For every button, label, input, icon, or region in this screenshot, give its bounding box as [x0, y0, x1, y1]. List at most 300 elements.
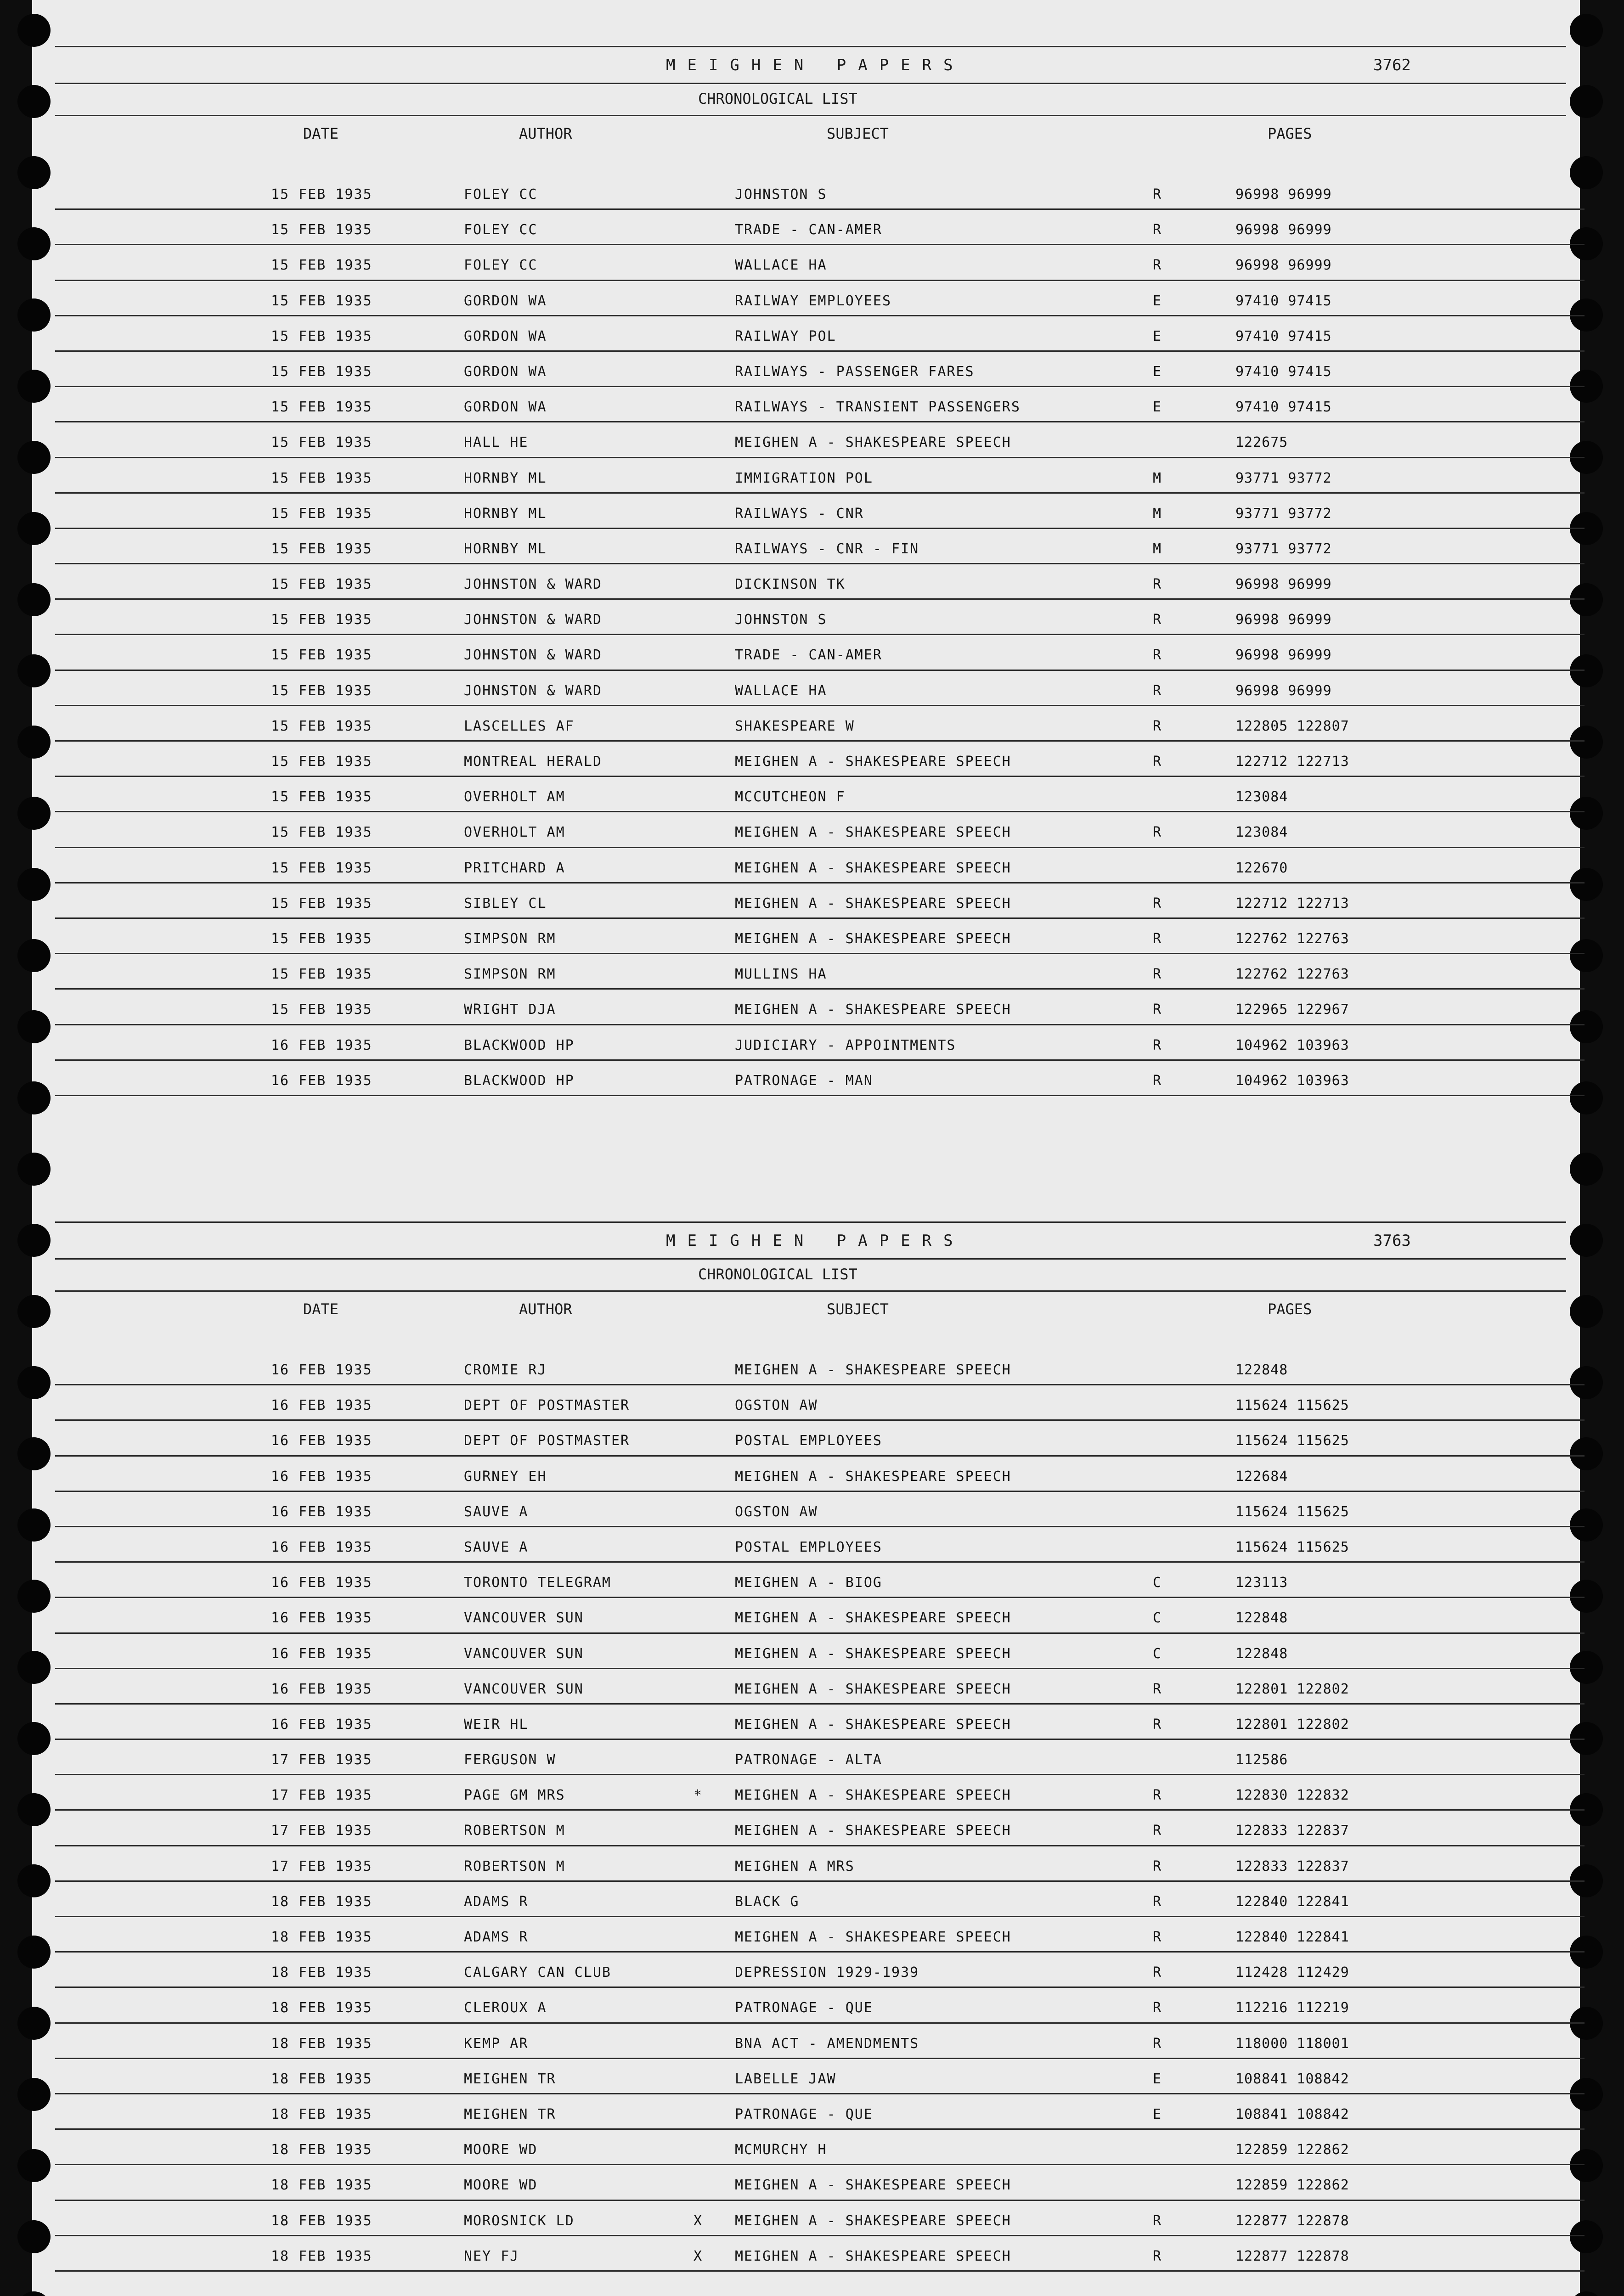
row-pages: 112428 112429 — [1235, 1964, 1349, 1981]
row-date: 16 FEB 1935 — [271, 1575, 372, 1591]
left-feed-hole — [17, 1722, 51, 1755]
row-pages: 97410 97415 — [1235, 293, 1332, 309]
left-feed-hole — [17, 1295, 51, 1328]
row-author: JOHNSTON & WARD — [464, 682, 602, 699]
row-pages: 122833 122837 — [1235, 1823, 1349, 1839]
row-author: HORNBY ML — [464, 470, 547, 486]
row-code: R — [1153, 1072, 1162, 1089]
left-feed-hole — [17, 1081, 51, 1114]
table-row — [55, 1775, 1585, 1811]
row-date: 17 FEB 1935 — [271, 1787, 372, 1804]
row-author: JOHNSTON & WARD — [464, 612, 602, 628]
row-subject: MEIGHEN A - SHAKESPEARE SPEECH — [735, 1002, 1011, 1018]
row-date: 15 FEB 1935 — [271, 895, 372, 912]
row-code: R — [1153, 186, 1162, 203]
left-feed-hole — [17, 14, 51, 47]
row-code: R — [1153, 966, 1162, 983]
table-row — [55, 2059, 1585, 2094]
row-pages: 96998 96999 — [1235, 576, 1332, 593]
row-pages: 122762 122763 — [1235, 966, 1349, 983]
row-code: C — [1153, 1575, 1162, 1591]
listing-section-2 — [55, 1221, 1585, 2272]
row-subject: MEIGHEN A - SHAKESPEARE SPEECH — [735, 1929, 1011, 1945]
left-feed-hole — [17, 939, 51, 972]
row-date: 15 FEB 1935 — [271, 434, 372, 451]
row-code: R — [1153, 754, 1162, 770]
column-header-date: DATE — [303, 1300, 339, 1318]
row-date: 15 FEB 1935 — [271, 754, 372, 770]
row-subject: BNA ACT - AMENDMENTS — [735, 2035, 919, 2052]
column-header-pages: PAGES — [1268, 125, 1312, 142]
row-date: 15 FEB 1935 — [271, 682, 372, 699]
row-subject: MEIGHEN A - SHAKESPEARE SPEECH — [735, 1610, 1011, 1626]
row-date: 18 FEB 1935 — [271, 2071, 372, 2087]
table-row — [55, 919, 1585, 954]
subtitle-rule — [55, 115, 1566, 116]
row-author: GORDON WA — [464, 293, 547, 309]
row-author: JOHNSTON & WARD — [464, 576, 602, 593]
row-author: MOORE WD — [464, 2142, 538, 2158]
row-code: R — [1153, 824, 1162, 841]
row-pages: 122859 122862 — [1235, 2177, 1349, 2194]
table-row — [55, 316, 1585, 352]
row-date: 15 FEB 1935 — [271, 363, 372, 380]
row-date: 16 FEB 1935 — [271, 1539, 372, 1555]
row-date: 16 FEB 1935 — [271, 1037, 372, 1053]
row-pages: 115624 115625 — [1235, 1539, 1349, 1555]
table-row — [55, 2094, 1585, 2130]
table-row — [55, 1457, 1585, 1492]
table-row — [55, 812, 1585, 848]
row-author: MONTREAL HERALD — [464, 754, 602, 770]
row-pages: 96998 96999 — [1235, 682, 1332, 699]
row-subject: MEIGHEN A - SHAKESPEARE SPEECH — [735, 2212, 1011, 2229]
row-author: FERGUSON W — [464, 1752, 556, 1768]
row-pages: 93771 93772 — [1235, 540, 1332, 557]
row-subject: DICKINSON TK — [735, 576, 846, 593]
row-date: 17 FEB 1935 — [271, 1858, 372, 1874]
row-code: E — [1153, 363, 1162, 380]
left-feed-hole — [17, 2149, 51, 2182]
row-author: DEPT OF POSTMASTER — [464, 1397, 630, 1414]
row-author: MEIGHEN TR — [464, 2106, 556, 2122]
row-code: E — [1153, 328, 1162, 344]
row-date: 15 FEB 1935 — [271, 540, 372, 557]
row-code: R — [1153, 576, 1162, 593]
row-code: R — [1153, 612, 1162, 628]
row-subject: MEIGHEN A - SHAKESPEARE SPEECH — [735, 434, 1011, 451]
row-pages: 122830 122832 — [1235, 1787, 1349, 1804]
row-subject: BLACK G — [735, 1893, 800, 1910]
table-row — [55, 564, 1585, 600]
row-date: 16 FEB 1935 — [271, 1681, 372, 1697]
title-rule — [55, 1258, 1566, 1260]
row-date: 16 FEB 1935 — [271, 1610, 372, 1626]
row-code: E — [1153, 293, 1162, 309]
table-row — [55, 494, 1585, 529]
row-author: VANCOUVER SUN — [464, 1681, 584, 1697]
table-row — [55, 1705, 1585, 1740]
row-subject: WALLACE HA — [735, 257, 827, 274]
row-author: HORNBY ML — [464, 540, 547, 557]
left-feed-hole — [17, 1437, 51, 1470]
row-author: TORONTO TELEGRAM — [464, 1575, 611, 1591]
left-feed-hole — [17, 512, 51, 545]
right-feed-hole — [1570, 1153, 1603, 1186]
row-code: R — [1153, 2212, 1162, 2229]
table-row — [55, 777, 1585, 812]
left-feed-hole — [17, 2220, 51, 2253]
row-pages: 118000 118001 — [1235, 2035, 1349, 2052]
table-row — [55, 1811, 1585, 1846]
row-pages: 96998 96999 — [1235, 222, 1332, 238]
row-pages: 97410 97415 — [1235, 328, 1332, 344]
row-author: SAUVE A — [464, 1539, 529, 1555]
row-pages: 123113 — [1235, 1575, 1288, 1591]
left-feed-hole — [17, 1651, 51, 1684]
table-row — [55, 387, 1585, 422]
row-pages: 122848 — [1235, 1610, 1288, 1626]
row-mark: * — [694, 1787, 702, 1804]
table-row — [55, 671, 1585, 706]
row-pages: 97410 97415 — [1235, 399, 1332, 416]
row-pages: 96998 96999 — [1235, 647, 1332, 664]
table-row — [55, 1350, 1585, 1385]
table-row — [55, 848, 1585, 884]
row-date: 16 FEB 1935 — [271, 1397, 372, 1414]
row-date: 15 FEB 1935 — [271, 293, 372, 309]
row-subject: MEIGHEN A - SHAKESPEARE SPEECH — [735, 1823, 1011, 1839]
row-date: 15 FEB 1935 — [271, 930, 372, 947]
row-date: 16 FEB 1935 — [271, 1362, 372, 1378]
row-author: CROMIE RJ — [464, 1362, 547, 1378]
row-code: R — [1153, 1823, 1162, 1839]
row-subject: MEIGHEN A - SHAKESPEARE SPEECH — [735, 1716, 1011, 1733]
row-pages: 97410 97415 — [1235, 363, 1332, 380]
row-date: 15 FEB 1935 — [271, 824, 372, 841]
row-pages: 122805 122807 — [1235, 718, 1349, 734]
row-subject: TRADE - CAN-AMER — [735, 222, 882, 238]
row-author: CALGARY CAN CLUB — [464, 1964, 611, 1981]
column-header-pages: PAGES — [1268, 1300, 1312, 1318]
column-header-subject: SUBJECT — [827, 1300, 889, 1318]
row-code: C — [1153, 1645, 1162, 1662]
left-feed-hole — [17, 1936, 51, 1969]
row-author: SIBLEY CL — [464, 895, 547, 912]
row-code: E — [1153, 399, 1162, 416]
row-date: 18 FEB 1935 — [271, 2248, 372, 2264]
table-row — [55, 2024, 1585, 2059]
row-code: R — [1153, 930, 1162, 947]
row-author: LASCELLES AF — [464, 718, 575, 734]
row-code: M — [1153, 505, 1162, 522]
row-subject: MEIGHEN A - SHAKESPEARE SPEECH — [735, 1645, 1011, 1662]
row-author: ADAMS R — [464, 1929, 529, 1945]
row-author: GURNEY EH — [464, 1468, 547, 1485]
row-subject: RAILWAYS - CNR — [735, 505, 864, 522]
row-pages: 122840 122841 — [1235, 1893, 1349, 1910]
row-code: R — [1153, 1964, 1162, 1981]
row-subject: LABELLE JAW — [735, 2071, 836, 2087]
table-row — [55, 1061, 1585, 1096]
row-date: 15 FEB 1935 — [271, 789, 372, 805]
row-subject: MEIGHEN A - SHAKESPEARE SPEECH — [735, 895, 1011, 912]
row-author: CLEROUX A — [464, 2000, 547, 2016]
row-author: VANCOUVER SUN — [464, 1645, 584, 1662]
row-subject: MEIGHEN A - SHAKESPEARE SPEECH — [735, 2248, 1011, 2264]
row-date: 15 FEB 1935 — [271, 860, 372, 876]
row-author: SIMPSON RM — [464, 930, 556, 947]
row-subject: RAILWAYS - CNR - FIN — [735, 540, 919, 557]
table-row — [55, 990, 1585, 1025]
row-code: R — [1153, 257, 1162, 274]
row-date: 15 FEB 1935 — [271, 222, 372, 238]
row-pages: 112216 112219 — [1235, 2000, 1349, 2016]
row-date: 18 FEB 1935 — [271, 2035, 372, 2052]
row-code: R — [1153, 1037, 1162, 1053]
left-feed-hole — [17, 370, 51, 403]
row-pages: 122712 122713 — [1235, 895, 1349, 912]
table-row — [55, 1563, 1585, 1598]
table-body — [55, 1350, 1585, 2272]
row-date: 15 FEB 1935 — [271, 257, 372, 274]
row-date: 15 FEB 1935 — [271, 1002, 372, 1018]
row-pages: 122840 122841 — [1235, 1929, 1349, 1945]
page-number: 3763 — [1373, 1232, 1411, 1250]
row-subject: MEIGHEN A MRS — [735, 1858, 855, 1874]
left-feed-hole — [17, 2007, 51, 2040]
document-title: MEIGHEN PAPERS — [666, 1232, 965, 1250]
row-code: R — [1153, 2035, 1162, 2052]
row-date: 16 FEB 1935 — [271, 1503, 372, 1520]
row-subject: RAILWAYS - PASSENGER FARES — [735, 363, 975, 380]
row-author: GORDON WA — [464, 399, 547, 416]
left-feed-hole — [17, 1153, 51, 1186]
row-date: 17 FEB 1935 — [271, 1752, 372, 1768]
row-pages: 123084 — [1235, 824, 1288, 841]
row-subject: MCMURCHY H — [735, 2142, 827, 2158]
row-pages: 104962 103963 — [1235, 1037, 1349, 1053]
row-subject: IMMIGRATION POL — [735, 470, 873, 486]
page-number: 3762 — [1373, 56, 1411, 74]
row-subject: PATRONAGE - MAN — [735, 1072, 873, 1089]
row-subject: MEIGHEN A - SHAKESPEARE SPEECH — [735, 860, 1011, 876]
left-feed-hole — [17, 654, 51, 687]
row-author: FOLEY CC — [464, 186, 538, 203]
row-subject: MULLINS HA — [735, 966, 827, 983]
row-date: 16 FEB 1935 — [271, 1072, 372, 1089]
row-author: MOROSNICK LD — [464, 2212, 575, 2229]
row-author: VANCOUVER SUN — [464, 1610, 584, 1626]
table-row — [55, 422, 1585, 458]
row-pages: 122675 — [1235, 434, 1288, 451]
row-code: R — [1153, 1716, 1162, 1733]
row-pages: 122670 — [1235, 860, 1288, 876]
table-row — [55, 2165, 1585, 2200]
table-row — [55, 1917, 1585, 1953]
row-subject: MCCUTCHEON F — [735, 789, 846, 805]
row-author: WEIR HL — [464, 1716, 529, 1733]
subtitle-rule — [55, 1290, 1566, 1292]
table-row — [55, 1846, 1585, 1882]
left-feed-hole — [17, 227, 51, 260]
row-code: R — [1153, 222, 1162, 238]
row-pages: 96998 96999 — [1235, 612, 1332, 628]
row-pages: 122833 122837 — [1235, 1858, 1349, 1874]
row-subject: SHAKESPEARE W — [735, 718, 855, 734]
row-date: 18 FEB 1935 — [271, 2000, 372, 2016]
table-row — [55, 1527, 1585, 1563]
table-row — [55, 1740, 1585, 1775]
row-author: ROBERTSON M — [464, 1858, 565, 1874]
table-row — [55, 1882, 1585, 1917]
table-row — [55, 1669, 1585, 1705]
left-feed-hole — [17, 298, 51, 332]
row-date: 15 FEB 1935 — [271, 470, 372, 486]
top-rule — [55, 1221, 1566, 1223]
table-row — [55, 2201, 1585, 2236]
left-feed-hole — [17, 797, 51, 830]
row-subject: MEIGHEN A - SHAKESPEARE SPEECH — [735, 1362, 1011, 1378]
row-author: MOORE WD — [464, 2177, 538, 2194]
row-author: ROBERTSON M — [464, 1823, 565, 1839]
row-pages: 122712 122713 — [1235, 754, 1349, 770]
column-header-subject: SUBJECT — [827, 125, 889, 142]
row-date: 15 FEB 1935 — [271, 505, 372, 522]
row-subject: MEIGHEN A - SHAKESPEARE SPEECH — [735, 930, 1011, 947]
row-code: R — [1153, 647, 1162, 664]
row-subject: JOHNSTON S — [735, 186, 827, 203]
row-code: M — [1153, 540, 1162, 557]
row-author: MEIGHEN TR — [464, 2071, 556, 2087]
table-row — [55, 742, 1585, 777]
row-pages: 93771 93772 — [1235, 505, 1332, 522]
row-subject: WALLACE HA — [735, 682, 827, 699]
row-subject: RAILWAY POL — [735, 328, 836, 344]
table-row — [55, 1025, 1585, 1061]
row-pages: 122801 122802 — [1235, 1716, 1349, 1733]
row-subject: RAILWAY EMPLOYEES — [735, 293, 892, 309]
row-subject: DEPRESSION 1929-1939 — [735, 1964, 919, 1981]
row-author: SAUVE A — [464, 1503, 529, 1520]
row-date: 15 FEB 1935 — [271, 966, 372, 983]
row-code: R — [1153, 895, 1162, 912]
left-feed-hole — [17, 1508, 51, 1542]
left-feed-hole — [17, 868, 51, 901]
left-feed-hole — [17, 1224, 51, 1257]
row-subject: OGSTON AW — [735, 1503, 818, 1520]
row-author: FOLEY CC — [464, 222, 538, 238]
row-pages: 115624 115625 — [1235, 1433, 1349, 1449]
left-feed-hole — [17, 2078, 51, 2111]
row-pages: 122848 — [1235, 1362, 1288, 1378]
column-header-author: AUTHOR — [519, 1300, 572, 1318]
table-row — [55, 1634, 1585, 1669]
row-author: NEY FJ — [464, 2248, 519, 2264]
row-date: 18 FEB 1935 — [271, 1964, 372, 1981]
row-date: 16 FEB 1935 — [271, 1645, 372, 1662]
row-author: HALL HE — [464, 434, 529, 451]
row-pages: 112586 — [1235, 1752, 1288, 1768]
row-author: HORNBY ML — [464, 505, 547, 522]
row-subject: JUDICIARY - APPOINTMENTS — [735, 1037, 956, 1053]
table-row — [55, 1988, 1585, 2023]
table-row — [55, 1598, 1585, 1633]
table-row — [55, 1953, 1585, 1988]
row-code: R — [1153, 1787, 1162, 1804]
table-row — [55, 210, 1585, 245]
row-pages: 122762 122763 — [1235, 930, 1349, 947]
title-rule — [55, 83, 1566, 84]
row-pages: 123084 — [1235, 789, 1288, 805]
column-header-author: AUTHOR — [519, 125, 572, 142]
row-date: 18 FEB 1935 — [271, 2106, 372, 2122]
row-author: GORDON WA — [464, 363, 547, 380]
row-code: R — [1153, 1893, 1162, 1910]
row-pages: 122848 — [1235, 1645, 1288, 1662]
row-subject: MEIGHEN A - SHAKESPEARE SPEECH — [735, 824, 1011, 841]
row-pages: 108841 108842 — [1235, 2071, 1349, 2087]
row-pages: 96998 96999 — [1235, 186, 1332, 203]
row-date: 15 FEB 1935 — [271, 399, 372, 416]
left-feed-hole — [17, 726, 51, 759]
section-header — [55, 46, 1585, 174]
row-pages: 104962 103963 — [1235, 1072, 1349, 1089]
row-pages: 122684 — [1235, 1468, 1288, 1485]
row-author: OVERHOLT AM — [464, 789, 565, 805]
left-feed-hole — [17, 583, 51, 616]
table-row — [55, 529, 1585, 564]
row-date: 17 FEB 1935 — [271, 1823, 372, 1839]
left-feed-hole — [17, 1366, 51, 1399]
left-feed-hole — [17, 1793, 51, 1826]
table-row — [55, 1385, 1585, 1421]
left-feed-hole — [17, 441, 51, 474]
row-pages: 122801 122802 — [1235, 1681, 1349, 1697]
list-subtitle: CHRONOLOGICAL LIST — [698, 90, 857, 107]
row-code: R — [1153, 1929, 1162, 1945]
row-date: 15 FEB 1935 — [271, 328, 372, 344]
table-row — [55, 2130, 1585, 2165]
table-row — [55, 706, 1585, 742]
row-author: GORDON WA — [464, 328, 547, 344]
row-subject: RAILWAYS - TRANSIENT PASSENGERS — [735, 399, 1021, 416]
column-header-date: DATE — [303, 125, 339, 142]
row-code: R — [1153, 682, 1162, 699]
row-author: PRITCHARD A — [464, 860, 565, 876]
row-date: 18 FEB 1935 — [271, 1929, 372, 1945]
row-pages: 96998 96999 — [1235, 257, 1332, 274]
row-pages: 122877 122878 — [1235, 2212, 1349, 2229]
row-author: PAGE GM MRS — [464, 1787, 565, 1804]
table-body — [55, 174, 1585, 1096]
table-row — [55, 600, 1585, 635]
row-mark: X — [694, 2212, 702, 2229]
row-subject: PATRONAGE - ALTA — [735, 1752, 882, 1768]
row-code: R — [1153, 2000, 1162, 2016]
row-subject: POSTAL EMPLOYEES — [735, 1539, 882, 1555]
row-subject: MEIGHEN A - SHAKESPEARE SPEECH — [735, 2177, 1011, 2194]
row-date: 15 FEB 1935 — [271, 718, 372, 734]
row-subject: MEIGHEN A - BIOG — [735, 1575, 882, 1591]
left-feed-hole — [17, 156, 51, 189]
row-mark: X — [694, 2248, 702, 2264]
left-feed-hole — [17, 1010, 51, 1043]
right-feed-hole — [1570, 14, 1603, 47]
row-date: 18 FEB 1935 — [271, 2142, 372, 2158]
row-author: FOLEY CC — [464, 257, 538, 274]
table-row — [55, 352, 1585, 387]
